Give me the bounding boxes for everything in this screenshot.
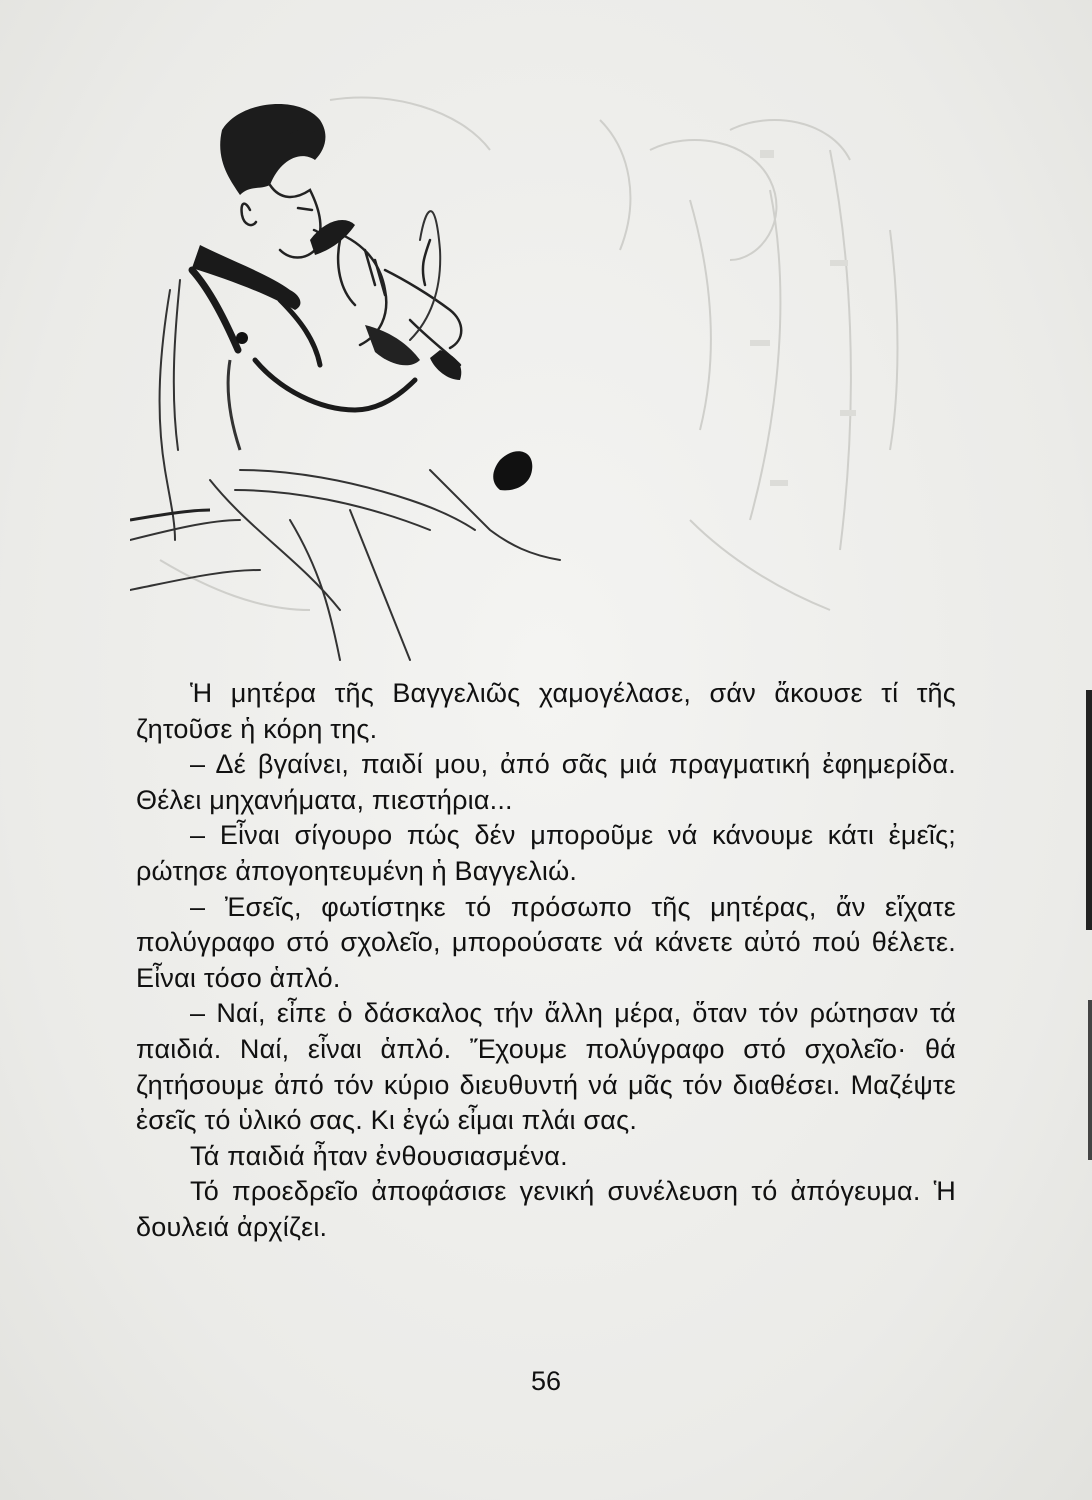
paragraph: Τό προεδρεῖο ἀποφάσισε γενική συνέλευση τό ἀπόγευμα. Ἡ δουλειά ἀρχίζει. xyxy=(136,1176,956,1242)
paragraph: Τά παιδιά ἦταν ἐνθουσιασμένα. xyxy=(190,1140,568,1171)
paragraph: – Εἶναι σίγουρο πώς δέν μποροῦμε νά κάνουμε κάτι ἐμεῖς; ρώτησε ἀπογοητευμένη ἡ Βαγγελιώ. xyxy=(136,820,956,886)
page-edge-shadow xyxy=(1088,1000,1092,1160)
sketch-illustration-boy-with-cat xyxy=(130,90,970,670)
page-edge-shadow xyxy=(1086,690,1092,930)
paragraph: – Δέ βγαίνει, παιδί μου, ἀπό σᾶς μιά πραγματική ἐφημερίδα. Θέλει μηχανήματα, πιεστήρια... xyxy=(136,749,956,815)
paragraph: – Ἐσεῖς, φωτίστηκε τό πρόσωπο τῆς μητέρας, ἄν εἴχατε πολύγραφο στό σχολεῖο, μπορούσατε νά κάνετε αὐτό πού θέλετε. Εἶναι τόσο ἁπλό. xyxy=(136,891,956,993)
body-text xyxy=(136,676,956,1246)
paragraph: Ἡ μητέρα τῆς Βαγγελιῶς χαμογέλασε, σάν ἄκουσε τί τῆς ζητοῦσε ἡ κόρη της. xyxy=(136,678,956,744)
paragraph: – Ναί, εἶπε ὁ δάσκαλος τήν ἄλλη μέρα, ὅταν τόν ρώτησαν τά παιδιά. Ναί, εἶναι ἁπλό. Ἔχουμε πολύγραφο στό σχολεῖο· θά ζητήσουμε ἀπό τόν κύριο διευθυντή νά μᾶς τόν διαθέσει. Μαζέψτε ἐσεῖς τό ὑλικό σας. Κι ἐγώ εἶμαι πλάι σας. xyxy=(136,998,956,1136)
page-number: 56 xyxy=(530,1366,562,1396)
